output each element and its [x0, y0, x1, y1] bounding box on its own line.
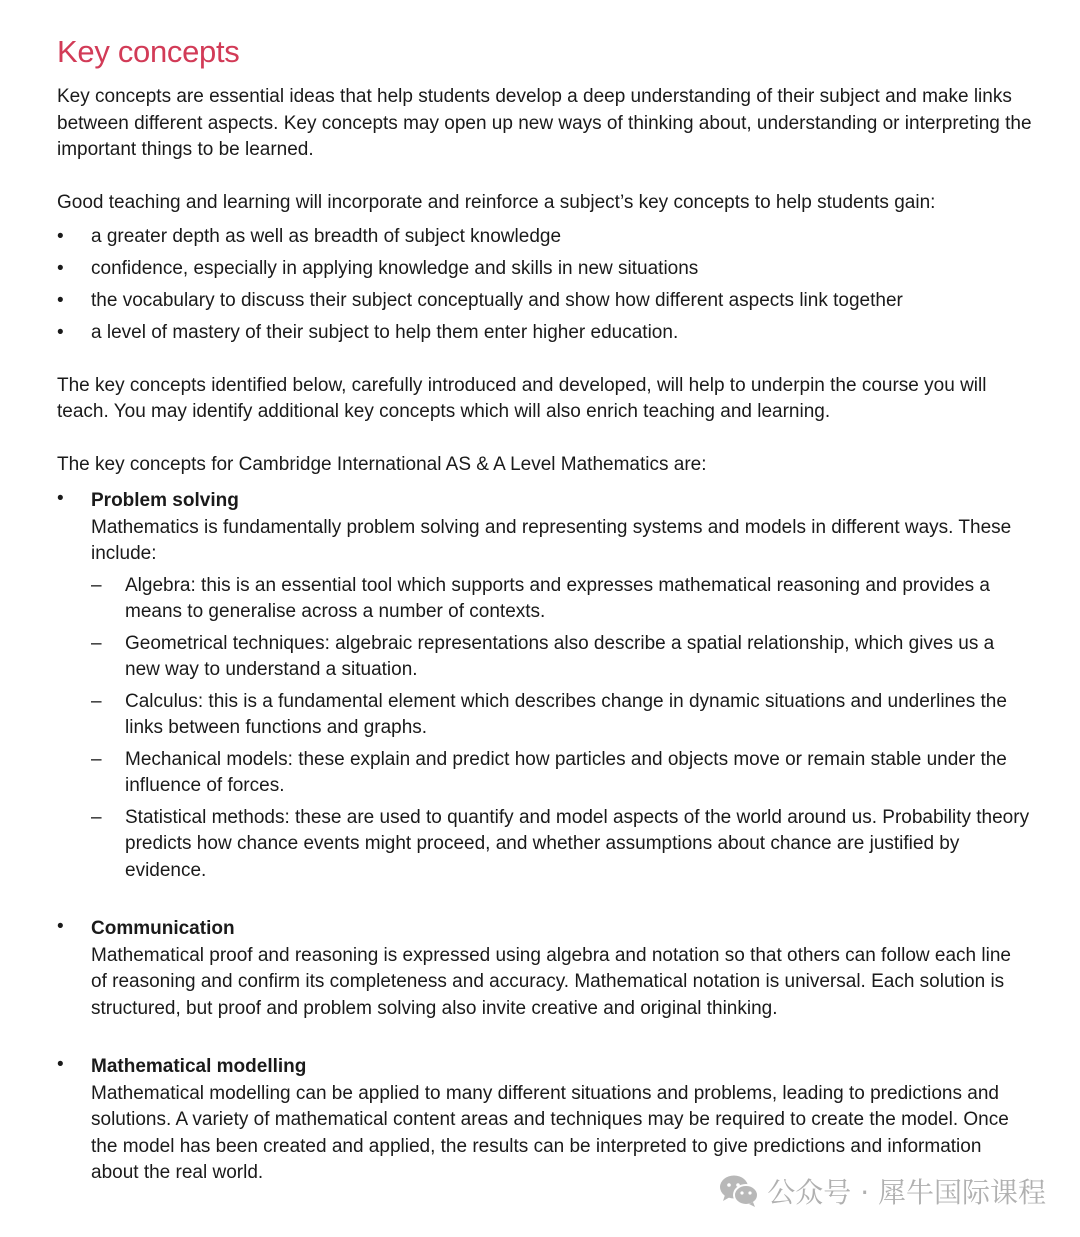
- concept-description: Mathematical modelling can be applied to many different situations and problems, leading to predictions and solutions. A variety of mathematical content areas and techniques may be required to create the model. Once the model has been created and applied, the results can be interpreted to give predictions and information about the real world.: [91, 1082, 1009, 1184]
- sub-list-item: [91, 805, 1032, 885]
- problem-solving-sublist: [91, 573, 1032, 885]
- underpin-paragraph: The key concepts identified below, carefully introduced and developed, will help to underpin the course you will teach. You may identify additional key concepts which will also enrich teaching and learning.: [57, 374, 987, 423]
- dash-glyph: –: [91, 806, 102, 828]
- page-title: Key concepts: [57, 34, 240, 69]
- document-page: [57, 30, 1032, 1219]
- list-item: [57, 288, 1032, 315]
- wechat-icon: [719, 1174, 759, 1208]
- bullet-glyph: •: [57, 916, 64, 938]
- sub-item-text: Mechanical models: these explain and predict how particles and objects move or remain stable under the influence of forces.: [125, 748, 1007, 797]
- bullet-glyph: •: [57, 258, 64, 280]
- dash-glyph: –: [91, 690, 102, 712]
- list-item: [57, 256, 1032, 283]
- list-item-text: a greater depth as well as breadth of subject knowledge: [91, 226, 562, 247]
- concept-problem-solving: [57, 488, 1032, 884]
- concept-mathematical-modelling: [57, 1054, 1032, 1187]
- watermark: [719, 1171, 1046, 1211]
- concept-title: Problem solving: [91, 490, 239, 512]
- dash-glyph: –: [91, 574, 102, 596]
- intro-paragraph: Key concepts are essential ideas that help students develop a deep understanding of their subject and make links between different aspects. Key concepts may open up new ways of thinking about, understanding or interpreting the important things to be learned.: [57, 86, 1032, 160]
- sub-item-text: Geometrical techniques: algebraic representations also describe a spatial relationship, which gives us a new way to understand a situation.: [125, 632, 995, 681]
- bullet-glyph: •: [57, 226, 64, 247]
- sub-list-item: [91, 747, 1032, 800]
- concept-communication: [57, 916, 1032, 1022]
- gains-list: [57, 224, 1032, 347]
- concept-title: Communication: [91, 918, 235, 940]
- list-item-text: confidence, especially in applying knowledge and skills in new situations: [91, 258, 699, 280]
- bullet-glyph: •: [57, 322, 64, 344]
- list-item: [57, 224, 1032, 251]
- bullet-glyph: •: [57, 1054, 64, 1076]
- dash-glyph: –: [91, 632, 102, 654]
- key-concepts-list: [57, 488, 1032, 1187]
- bullet-glyph: •: [57, 488, 64, 510]
- concept-title: Mathematical modelling: [91, 1056, 307, 1078]
- sub-item-text: Statistical methods: these are used to quantify and model aspects of the world around us. Probability theory predicts how chance events might proceed, and whether assumptions about chance are justified by evidence.: [125, 806, 1030, 881]
- concept-description: Mathematical proof and reasoning is expressed using algebra and notation so that others can follow each line of reasoning and confirm its completeness and accuracy. Mathematical notation is universal. Each solution is structured, but proof and problem solving also invite creative and original thinking.: [91, 944, 1011, 1019]
- sub-list-item: [91, 573, 1032, 626]
- list-item-text: a level of mastery of their subject to help them enter higher education.: [91, 322, 679, 344]
- list-item-text: the vocabulary to discuss their subject conceptually and show how different aspects link together: [91, 290, 903, 312]
- watermark-text: 公众号 · 犀牛国际课程: [767, 1176, 1046, 1209]
- sub-item-text: Algebra: this is an essential tool which supports and expresses mathematical reasoning and provides a means to generalise across a number of contexts.: [125, 574, 990, 623]
- gain-intro-paragraph: Good teaching and learning will incorporate and reinforce a subject’s key concepts to help students gain:: [57, 191, 936, 213]
- bullet-glyph: •: [57, 290, 64, 312]
- list-item: [57, 320, 1032, 347]
- sub-list-item: [91, 631, 1032, 684]
- concept-description: Mathematics is fundamentally problem solving and representing systems and models in different ways. These include:: [91, 516, 1012, 565]
- sub-item-text: Calculus: this is a fundamental element which describes change in dynamic situations and underlines the links between functions and graphs.: [125, 690, 1007, 739]
- sub-list-item: [91, 689, 1032, 742]
- dash-glyph: –: [91, 748, 102, 770]
- concepts-intro-paragraph: The key concepts for Cambridge International AS & A Level Mathematics are:: [57, 453, 707, 475]
